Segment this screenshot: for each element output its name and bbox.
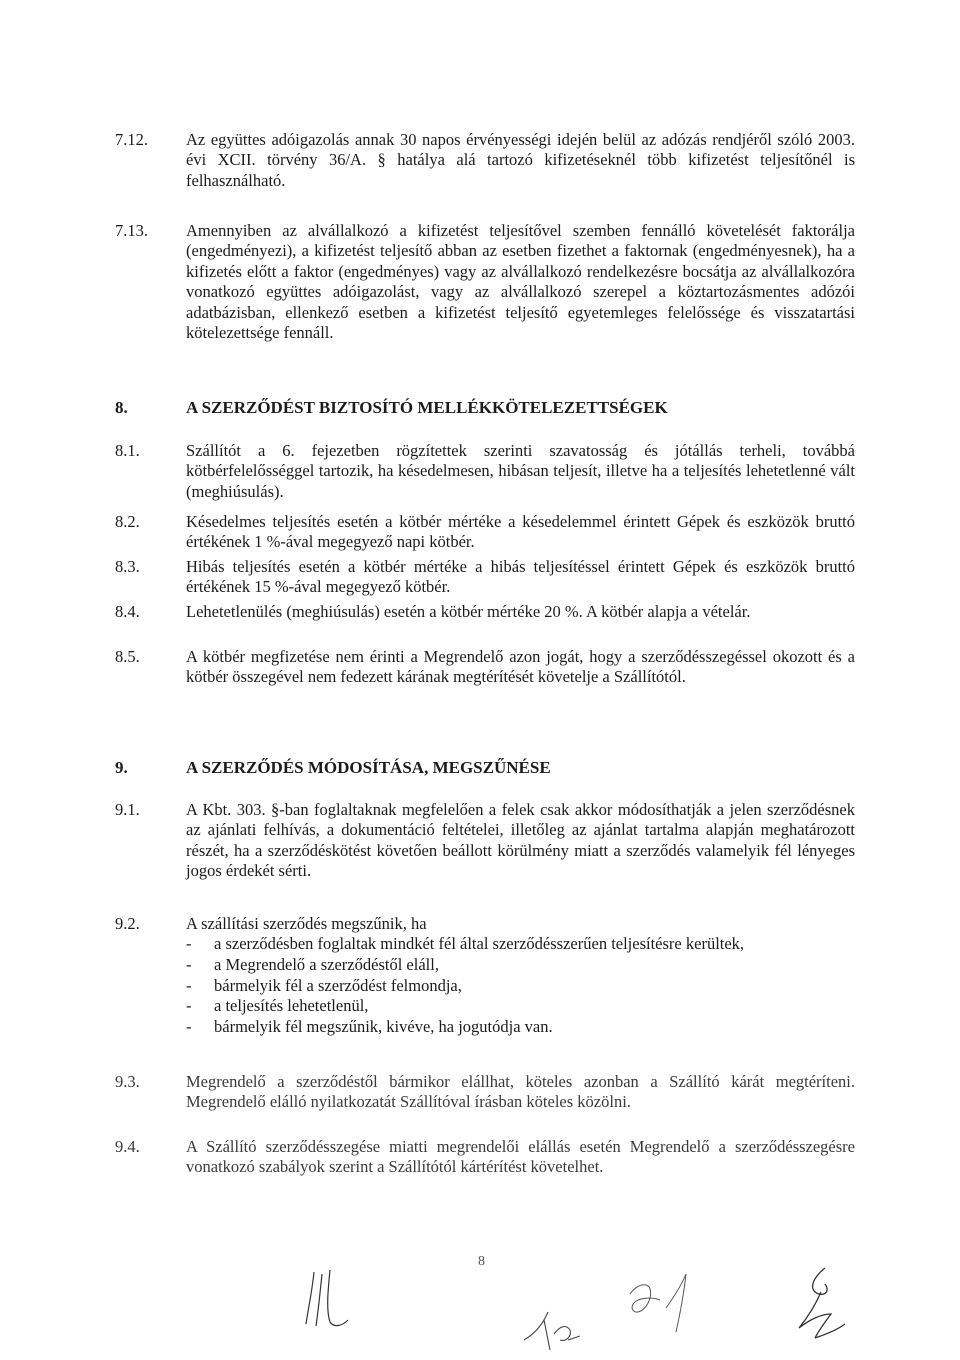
paragraph-8-4: [115, 602, 855, 622]
paragraph-8-1: [115, 441, 855, 502]
paragraph-9-2: [115, 914, 855, 1037]
section-title: A SZERZŐDÉST BIZTOSÍTÓ MELLÉKKÖTELEZETTSÉGEK: [186, 398, 668, 417]
section-text: Az együttes adóigazolás annak 30 napos érvényességi idején belül az adózás rendjéről szóló 2003. évi XCII. törvény 36/A. § hatálya alá tartozó kifizetéseknél több kifizetést teljesítőnél is felhasználható.: [186, 130, 855, 190]
paragraph-8-3: [115, 557, 855, 598]
section-number: 9.4.: [115, 1137, 140, 1156]
list-item: - bármelyik fél megszűnik, kivéve, ha jogutódja van.: [186, 1017, 855, 1038]
section-text: Megrendelő a szerződéstől bármikor elállhat, köteles azonban a Szállító kárát megtéríteni. Megrendelő elálló nyilatkozatát Szállítóval írásban köteles közölni.: [186, 1072, 855, 1112]
paragraph-7-13: [115, 221, 855, 343]
list-item: - bármelyik fél a szerződést felmondja,: [186, 976, 855, 997]
section-number: 9.: [115, 758, 128, 777]
paragraph-7-12: [115, 130, 855, 191]
section-number: 9.3.: [115, 1072, 140, 1091]
section-text: Késedelmes teljesítés esetén a kötbér mértéke a késedelemmel érintett Gépek és eszközök bruttó értékének 1 %-ával megegyező napi kötbér.: [186, 512, 855, 552]
list-item: - a teljesítés lehetetlenül,: [186, 996, 855, 1017]
page-number: 8: [478, 1254, 485, 1269]
section-intro: A szállítási szerződés megszűnik, ha: [186, 914, 427, 933]
section-number: 9.1.: [115, 800, 140, 819]
termination-list: [186, 934, 855, 1037]
section-number: 8.3.: [115, 557, 140, 576]
section-number: 8.2.: [115, 512, 140, 531]
section-number: 9.2.: [115, 914, 140, 933]
initials-signature-1: [300, 1262, 360, 1337]
section-number: 8.: [115, 398, 128, 417]
section-text: Szállítót a 6. fejezetben rögzítettek szerinti szavatosság és jótállás terheli, továbbá kötbérfelelősséggel tartozik, ha késedelmesen, hibásan teljesít, illetve ha a teljesítés lehetetlenné vált (meghiúsulás).: [186, 441, 855, 501]
list-item: - a Megrendelő a szerződéstől eláll,: [186, 955, 855, 976]
section-text: A Kbt. 303. §-ban foglaltaknak megfelelően a felek csak akkor módosíthatják a jelen szerződésnek az ajánlati felhívás, a dokumentáció feltételei, illetőleg az ajánlat tartalma alapján meghatározott részét, ha a szerződéskötést követően beállott körülmény miatt a szerződés valamelyik fél lényeges jogos érdekét sérti.: [186, 800, 855, 881]
section-title: A SZERZŐDÉS MÓDOSÍTÁSA, MEGSZŰNÉSE: [186, 758, 551, 777]
paragraph-8-2: [115, 512, 855, 553]
section-number: 8.5.: [115, 647, 140, 666]
section-number: 8.1.: [115, 441, 140, 460]
section-number: 7.13.: [115, 221, 148, 240]
section-text: A kötbér megfizetése nem érinti a Megrendelő azon jogát, hogy a szerződésszegéssel okozott és a kötbér összegével nem fedezett kárának megtérítését követelje a Szállítótól.: [186, 647, 855, 687]
heading-8: [115, 398, 855, 418]
section-text: Lehetetlenülés (meghiúsulás) esetén a kötbér mértéke 20 %. A kötbér alapja a vételár.: [186, 602, 751, 621]
initials-signature-4: [785, 1262, 855, 1347]
section-number: 7.12.: [115, 130, 148, 149]
initials-signature-3: [620, 1268, 710, 1343]
section-text: Hibás teljesítés esetén a kötbér mértéke a hibás teljesítéssel érintett Gépek és eszközök bruttó értékének 15 %-ával megegyező kötbér.: [186, 557, 855, 597]
section-text: A Szállító szerződésszegése miatti megrendelői elállás esetén Megrendelő a szerződésszegésre vonatkozó szabályok szerint a Szállítótól kártérítést követelhet.: [186, 1137, 855, 1177]
initials-signature-2: [520, 1300, 600, 1360]
heading-9: [115, 758, 855, 778]
paragraph-9-1: [115, 800, 855, 882]
paragraph-9-4: [115, 1137, 855, 1178]
section-text: Amennyiben az alvállalkozó a kifizetést teljesítővel szemben fennálló követelését faktorálja (engedményezi), a kifizetést teljesítő abban az esetben fizethet a faktornak (engedményesnek), ha a kifizetés előtt a faktor (engedményes) vagy az alvállalkozó rendelkezésre bocsátja az alvállalkozóra vonatkozó együttes adóigazolást, vagy az alvállalkozó szerepel a köztartozásmentes adózói adatbázisban, ellenkező esetben a kifizetést teljesítő egyetemleges felelőssége és visszatartási kötelezettsége fennáll.: [186, 221, 855, 343]
list-item: - a szerződésben foglaltak mindkét fél által szerződésszerűen teljesítésre kerültek,: [186, 934, 855, 955]
paragraph-9-3: [115, 1072, 855, 1113]
paragraph-8-5: [115, 647, 855, 688]
section-number: 8.4.: [115, 602, 140, 621]
